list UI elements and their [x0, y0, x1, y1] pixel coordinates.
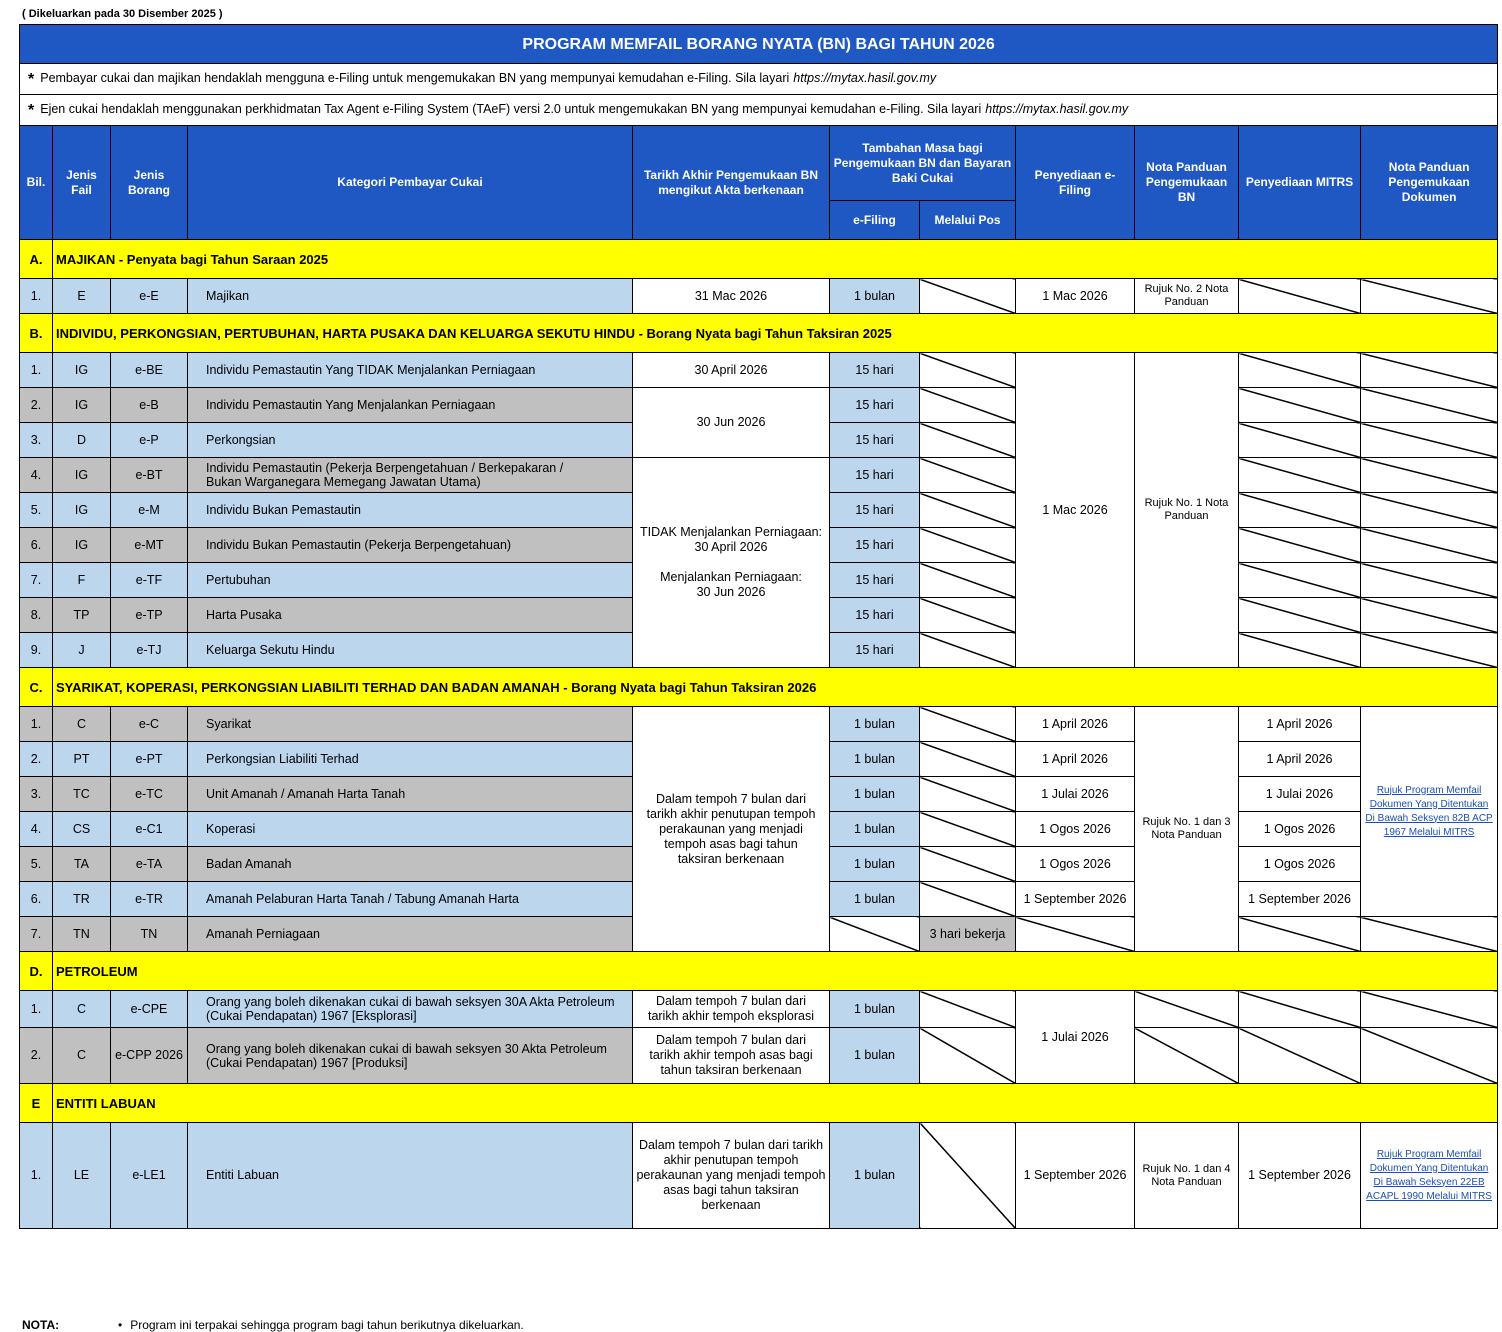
not-applicable-cell	[1239, 279, 1361, 314]
not-applicable-cell	[1361, 563, 1498, 598]
not-applicable-cell	[1239, 493, 1361, 528]
not-applicable-cell	[1361, 353, 1498, 388]
not-applicable-cell	[830, 917, 920, 952]
not-applicable-cell	[920, 598, 1016, 633]
not-applicable-cell	[1239, 528, 1361, 563]
not-applicable-cell	[920, 458, 1016, 493]
header-kategori: Kategori Pembayar Cukai	[188, 126, 633, 240]
table-row: 2. PT e-PT Perkongsian Liabiliti Terhad 1 bulan 1 April 2026 1 April 2026	[20, 742, 1498, 777]
table-row: 7. F e-TF Pertubuhan 15 hari	[20, 563, 1498, 598]
not-applicable-cell	[1135, 1028, 1239, 1084]
not-applicable-cell	[920, 777, 1016, 812]
not-applicable-cell	[920, 493, 1016, 528]
table-row: 1. LE e-LE1 Entiti Labuan Dalam tempoh 7 bulan dari tarikh akhir penutupan tempoh perakaunan yang menjadi tempoh asas bagi tahun taksiran berkenaan 1 bulan 1 September 2026 Rujuk No. 1 dan 4 Nota Panduan 1 September 2026 Rujuk Program Memfail Dokumen Yang Ditentukan Di Bawah Seksyen 22EB ACAPL 1990 Melalui MITRS	[20, 1123, 1498, 1229]
not-applicable-cell	[1239, 353, 1361, 388]
not-applicable-cell	[920, 388, 1016, 423]
tarikh-individu: TIDAK Menjalankan Perniagaan: 30 April 2026 Menjalankan Perniagaan: 30 Jun 2026	[633, 458, 830, 668]
not-applicable-cell	[920, 1123, 1016, 1229]
table-row: 1. C e-CPE Orang yang boleh dikenakan cukai di bawah seksyen 30A Akta Petroleum (Cukai Pendapatan) 1967 [Eksplorasi] Dalam tempoh 7 bulan dari tarikh akhir tempoh eksplorasi 1 bulan 1 Julai 2026	[20, 991, 1498, 1028]
bullet-icon: •	[118, 1318, 123, 1332]
not-applicable-cell	[920, 563, 1016, 598]
footer-nota-label: NOTA:	[22, 1318, 60, 1332]
not-applicable-cell	[920, 633, 1016, 668]
not-applicable-cell	[920, 991, 1016, 1028]
mytax-link-2[interactable]: https://mytax.hasil.gov.my	[985, 102, 1129, 116]
not-applicable-cell	[1361, 528, 1498, 563]
not-applicable-cell	[1239, 633, 1361, 668]
not-applicable-cell	[920, 742, 1016, 777]
table-row: 8. TP e-TP Harta Pusaka 15 hari	[20, 598, 1498, 633]
not-applicable-cell	[920, 1028, 1016, 1084]
issued-date: ( Dikeluarkan pada 30 Disember 2025 )	[22, 8, 223, 20]
not-applicable-cell	[1239, 388, 1361, 423]
header-tarikh: Tarikh Akhir Pengemukaan BN mengikut Akta berkenaan	[633, 126, 830, 240]
header-mitrs: Penyediaan MITRS	[1239, 126, 1361, 240]
table-row: 9. J e-TJ Keluarga Sekutu Hindu 15 hari	[20, 633, 1498, 668]
not-applicable-cell	[1239, 563, 1361, 598]
table-row: 6. TR e-TR Amanah Pelaburan Harta Tanah / Tabung Amanah Harta 1 bulan 1 September 2026 1 September 2026	[20, 882, 1498, 917]
section-a-header: A. MAJIKAN - Penyata bagi Tahun Saraan 2025	[20, 240, 1498, 279]
filing-program-table	[19, 24, 1498, 1229]
section-b-header: B. INDIVIDU, PERKONGSIAN, PERTUBUHAN, HARTA PUSAKA DAN KELUARGA SEKUTU HINDU - Borang Nyata bagi Tahun Taksiran 2025	[20, 314, 1498, 353]
not-applicable-cell	[920, 353, 1016, 388]
not-applicable-cell	[1239, 423, 1361, 458]
not-applicable-cell	[1361, 917, 1498, 952]
not-applicable-cell	[1361, 598, 1498, 633]
not-applicable-cell	[1361, 458, 1498, 493]
header-nota-dok: Nota Panduan Pengemukaan Dokumen	[1361, 126, 1498, 240]
not-applicable-cell	[1361, 279, 1498, 314]
table-row: 5. TA e-TA Badan Amanah 1 bulan 1 Ogos 2026 1 Ogos 2026	[20, 847, 1498, 882]
note-2: * Ejen cukai hendaklah menggunakan perkhidmatan Tax Agent e-Filing System (TAeF) versi 2.0 untuk mengemukakan BN yang mempunyai kemudahan e-Filing. Sila layari https://mytax.hasil.gov.my	[20, 95, 1498, 126]
table-row: 4. IG e-BT Individu Pemastautin (Pekerja Berpengetahuan / Berkepakaran / Bukan Warganegara Memegang Jawatan Utama) TIDAK Menjalankan Perniagaan: 30 April 2026 Menjalankan Perniagaan: 30 Jun 2026 15 hari	[20, 458, 1498, 493]
not-applicable-cell	[1239, 917, 1361, 952]
not-applicable-cell	[1239, 1028, 1361, 1084]
not-applicable-cell	[920, 882, 1016, 917]
not-applicable-cell	[1361, 1028, 1498, 1084]
header-nota-bn: Nota Panduan Pengemukaan BN	[1135, 126, 1239, 240]
table-row: 2. C e-CPP 2026 Orang yang boleh dikenakan cukai di bawah seksyen 30 Akta Petroleum (Cukai Pendapatan) 1967 [Produksi] Dalam tempoh 7 bulan dari tarikh akhir tempoh asas bagi tahun taksiran berkenaan 1 bulan	[20, 1028, 1498, 1084]
table-row: 1. IG e-BE Individu Pemastautin Yang TIDAK Menjalankan Perniagaan 30 April 2026 15 hari 1 Mac 2026 Rujuk No. 1 Nota Panduan	[20, 353, 1498, 388]
note-1: * Pembayar cukai dan majikan hendaklah mengguna e-Filing untuk mengemukakan BN yang mempunyai kemudahan e-Filing. Sila layari https://mytax.hasil.gov.my	[20, 64, 1498, 95]
not-applicable-cell	[920, 812, 1016, 847]
mitrs-link-82b[interactable]: Rujuk Program Memfail Dokumen Yang Ditentukan Di Bawah Seksyen 82B ACP 1967 Melalui MITRS	[1361, 707, 1498, 917]
not-applicable-cell	[920, 423, 1016, 458]
mitrs-link-22eb[interactable]: Rujuk Program Memfail Dokumen Yang Ditentukan Di Bawah Seksyen 22EB ACAPL 1990 Melalui MITRS	[1361, 1123, 1498, 1229]
not-applicable-cell	[1016, 917, 1135, 952]
header-tambahan: Tambahan Masa bagi Pengemukaan BN dan Bayaran Baki Cukai	[830, 126, 1016, 201]
not-applicable-cell	[1361, 388, 1498, 423]
not-applicable-cell	[1361, 991, 1498, 1028]
table-row: 2. IG e-B Individu Pemastautin Yang Menjalankan Perniagaan 30 Jun 2026 15 hari	[20, 388, 1498, 423]
table-row: 7. TN TN Amanah Perniagaan 3 hari bekerja	[20, 917, 1498, 952]
not-applicable-cell	[1361, 493, 1498, 528]
table-row: 1. E e-E Majikan 31 Mac 2026 1 bulan 1 Mac 2026 Rujuk No. 2 Nota Panduan	[20, 279, 1498, 314]
table-row: 4. CS e-C1 Koperasi 1 bulan 1 Ogos 2026 1 Ogos 2026	[20, 812, 1498, 847]
not-applicable-cell	[1361, 633, 1498, 668]
header-bil: Bil.	[20, 126, 53, 240]
header-jenis-borang: Jenis Borang	[111, 126, 188, 240]
not-applicable-cell	[1361, 423, 1498, 458]
not-applicable-cell	[920, 528, 1016, 563]
not-applicable-cell	[920, 707, 1016, 742]
section-c-header: C. SYARIKAT, KOPERASI, PERKONGSIAN LIABILITI TERHAD DAN BADAN AMANAH - Borang Nyata bagi Tahun Taksiran 2026	[20, 668, 1498, 707]
header-efiling: e-Filing	[830, 201, 920, 240]
not-applicable-cell	[920, 279, 1016, 314]
table-row: 5. IG e-M Individu Bukan Pemastautin 15 hari	[20, 493, 1498, 528]
header-pos: Melalui Pos	[920, 201, 1016, 240]
section-d-header: D. PETROLEUM	[20, 952, 1498, 991]
footer-nota-item: • Program ini terpakai sehingga program bagi tahun berikutnya dikeluarkan.	[118, 1318, 524, 1332]
table-row: 6. IG e-MT Individu Bukan Pemastautin (Pekerja Berpengetahuan) 15 hari	[20, 528, 1498, 563]
not-applicable-cell	[1239, 458, 1361, 493]
table-row: 3. TC e-TC Unit Amanah / Amanah Harta Tanah 1 bulan 1 Julai 2026 1 Julai 2026	[20, 777, 1498, 812]
not-applicable-cell	[1135, 991, 1239, 1028]
header-jenis-fail: Jenis Fail	[53, 126, 111, 240]
section-e-header: E ENTITI LABUAN	[20, 1084, 1498, 1123]
mytax-link-1[interactable]: https://mytax.hasil.gov.my	[793, 71, 937, 85]
table-row: 3. D e-P Perkongsian 15 hari	[20, 423, 1498, 458]
not-applicable-cell	[1239, 598, 1361, 633]
not-applicable-cell	[920, 847, 1016, 882]
table-row: 1. C e-C Syarikat Dalam tempoh 7 bulan dari tarikh akhir penutupan tempoh perakaunan yang menjadi tempoh asas bagi tahun taksiran berkenaan 1 bulan 1 April 2026 Rujuk No. 1 dan 3 Nota Panduan 1 April 2026 Rujuk Program Memfail Dokumen Yang Ditentukan Di Bawah Seksyen 82B ACP 1967 Melalui MITRS	[20, 707, 1498, 742]
header-penyediaan: Penyediaan e-Filing	[1016, 126, 1135, 240]
not-applicable-cell	[1239, 991, 1361, 1028]
page-title: PROGRAM MEMFAIL BORANG NYATA (BN) BAGI TAHUN 2026	[20, 25, 1498, 64]
